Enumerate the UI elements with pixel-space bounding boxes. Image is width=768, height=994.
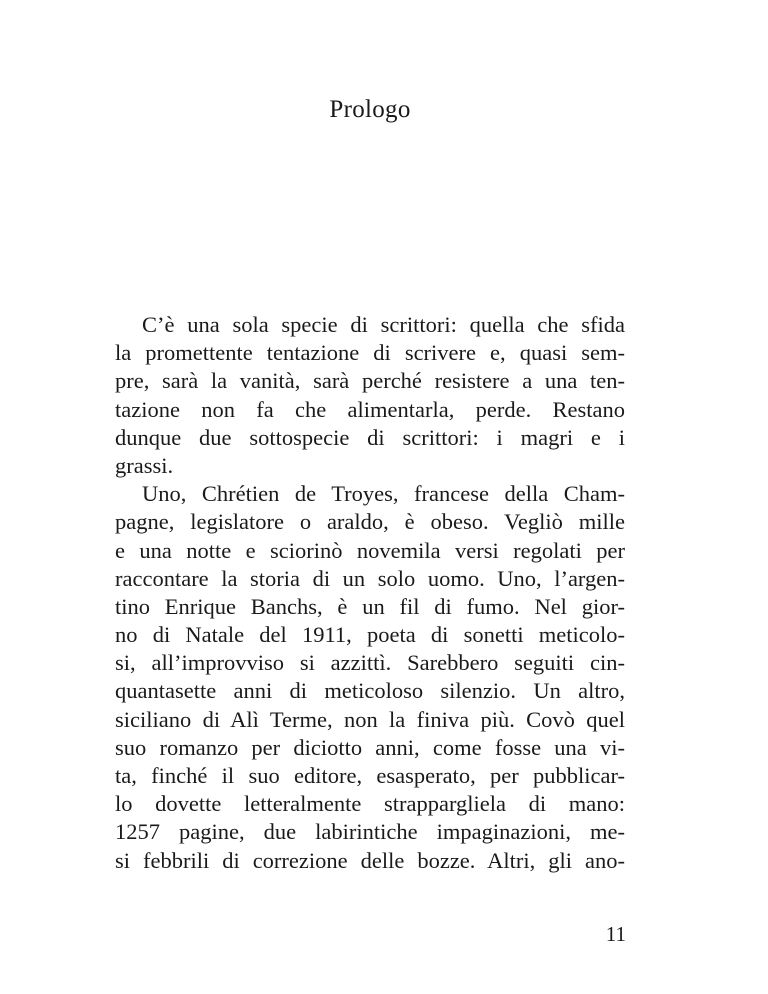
text-line: si, all’improvviso si azzittì. Sarebbero seguiti cin- xyxy=(115,650,625,676)
text-line: ta, finché il suo editore, esasperato, per pubblicar- xyxy=(115,763,625,788)
text-line: pagne, legislatore o araldo, è obeso. Vegliò mille xyxy=(115,509,625,535)
text-line: quantasette anni di meticoloso silenzio. Un altro, xyxy=(115,678,625,704)
text-line: tino Enrique Banchs, è un fil di fumo. Nel gior- xyxy=(115,593,625,619)
page-number: 11 xyxy=(605,922,626,946)
text-line: lo dovette letteralmente strappargliela di mano: xyxy=(115,791,625,817)
text-line: C’è una sola specie di scrittori: quella che sfida xyxy=(142,312,625,337)
text-line: la promettente tentazione di scrivere e, quasi sem- xyxy=(115,340,625,366)
text-line: si febbrili di correzione delle bozze. Altri, gli ano- xyxy=(115,847,625,873)
text-line: siciliano di Alì Terme, non la finiva più. Covò quel xyxy=(115,706,625,732)
text-line: tazione non fa che alimentarla, perde. Restano xyxy=(115,396,625,422)
text-line: grassi. xyxy=(115,452,174,478)
text-line: dunque due sottospecie di scrittori: i magri e i xyxy=(115,424,625,450)
text-line: no di Natale del 1911, poeta di sonetti meticolo- xyxy=(115,622,625,648)
body-text xyxy=(115,311,625,875)
text-line: suo romanzo per diciotto anni, come fosse una vi- xyxy=(115,734,625,760)
text-line: raccontare la storia di un solo uomo. Uno, l’argen- xyxy=(115,565,625,591)
text-line: e una notte e sciorinò novemila versi regolati per xyxy=(115,537,625,563)
text-line: pre, sarà la vanità, sarà perché resistere a una ten- xyxy=(115,368,625,394)
text-line: Uno, Chrétien de Troyes, francese della Cham- xyxy=(142,481,625,507)
chapter-title: Prologo xyxy=(329,96,411,123)
text-line: 1257 pagine, due labirintiche impaginazioni, me- xyxy=(115,819,625,845)
